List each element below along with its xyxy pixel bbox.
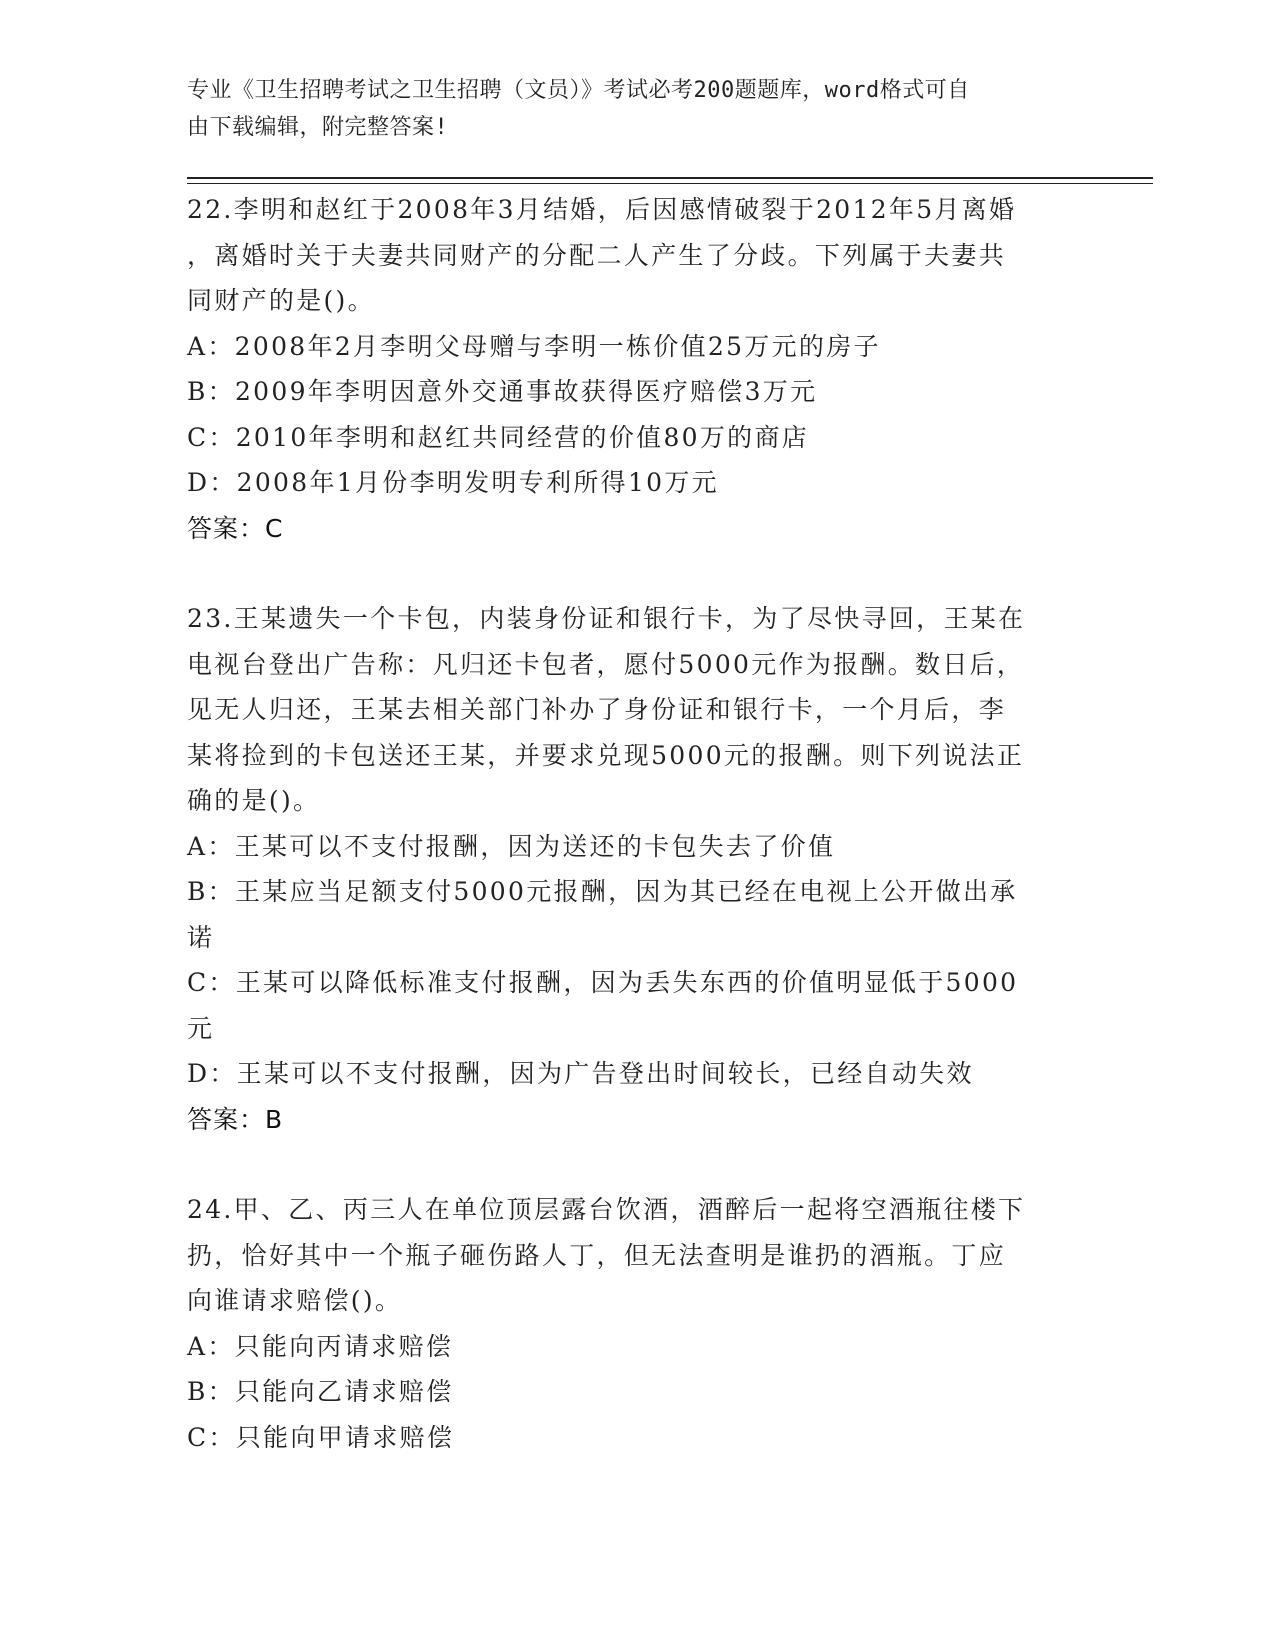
option-b: B：王某应当足额支付5000元报酬，因为其已经在电视上公开做出承 — [187, 877, 1018, 906]
question-22 — [187, 187, 1077, 551]
option-c: C：王某可以降低标准支付报酬，因为丢失东西的价值明显低于5000 — [187, 968, 1019, 997]
option-a: A：王某可以不支付报酬，因为送还的卡包失去了价值 — [187, 831, 836, 861]
option-b: B：只能向乙请求赔偿 — [187, 1377, 454, 1406]
question-spacer — [187, 551, 1077, 596]
document-header — [187, 72, 1067, 146]
question-stem-line: 24.甲、乙、丙三人在单位顶层露台饮酒，酒醉后一起将空酒瓶往楼下 — [187, 1195, 1026, 1224]
answer: 答案：B — [187, 1104, 284, 1134]
question-24 — [187, 1187, 1077, 1460]
header-divider-thick — [187, 177, 1153, 179]
question-stem-line: 见无人归还，王某去相关部门补办了身份证和银行卡，一个月后，李 — [187, 695, 1007, 724]
question-spacer — [187, 1142, 1077, 1187]
header-divider-thin — [187, 183, 1153, 184]
option-a: A：2008年2月李明父母赠与李明一栋价值25万元的房子 — [187, 331, 881, 361]
question-stem-line: ，离婚时关于夫妻共同财产的分配二人产生了分歧。下列属于夫妻共 — [187, 240, 1007, 270]
question-stem-line: 向谁请求赔偿()。 — [187, 1286, 403, 1315]
option-a: A：只能向丙请求赔偿 — [187, 1331, 454, 1361]
question-list — [187, 187, 1077, 1460]
question-stem-line: 某将捡到的卡包送还王某，并要求兑现5000元的报酬。则下列说法正 — [187, 740, 1025, 770]
question-stem-line: 22.李明和赵红于2008年3月结婚，后因感情破裂于2012年5月离婚 — [187, 195, 1017, 224]
option-d: D：2008年1月份李明发明专利所得10万元 — [187, 468, 719, 497]
question-stem-line: 电视台登出广告称：凡归还卡包者，愿付5000元作为报酬。数日后， — [187, 649, 1025, 679]
answer: 答案：C — [187, 513, 284, 543]
question-stem-line: 确的是()。 — [187, 786, 321, 815]
question-23 — [187, 596, 1077, 1142]
option-c-continued: 元 — [187, 1013, 215, 1043]
question-stem-line: 23.王某遗失一个卡包，内装身份证和银行卡，为了尽快寻回，王某在 — [187, 604, 1026, 633]
option-c: C：2010年李明和赵红共同经营的价值80万的商店 — [187, 422, 810, 452]
option-d: D：王某可以不支付报酬，因为广告登出时间较长，已经自动失效 — [187, 1059, 974, 1088]
header-line-1: 专业《卫生招聘考试之卫生招聘（文员）》考试必考200题题库，word格式可自 — [187, 78, 970, 103]
header-line-2: 由下载编辑，附完整答案! — [187, 115, 449, 140]
question-stem-line: 扔，恰好其中一个瓶子砸伤路人丁，但无法查明是谁扔的酒瓶。丁应 — [187, 1240, 1007, 1270]
option-c: C：只能向甲请求赔偿 — [187, 1422, 455, 1452]
option-b-continued: 诺 — [187, 922, 215, 952]
question-stem-line: 同财产的是()。 — [187, 286, 375, 315]
option-b: B：2009年李明因意外交通事故获得医疗赔偿3万元 — [187, 377, 818, 406]
